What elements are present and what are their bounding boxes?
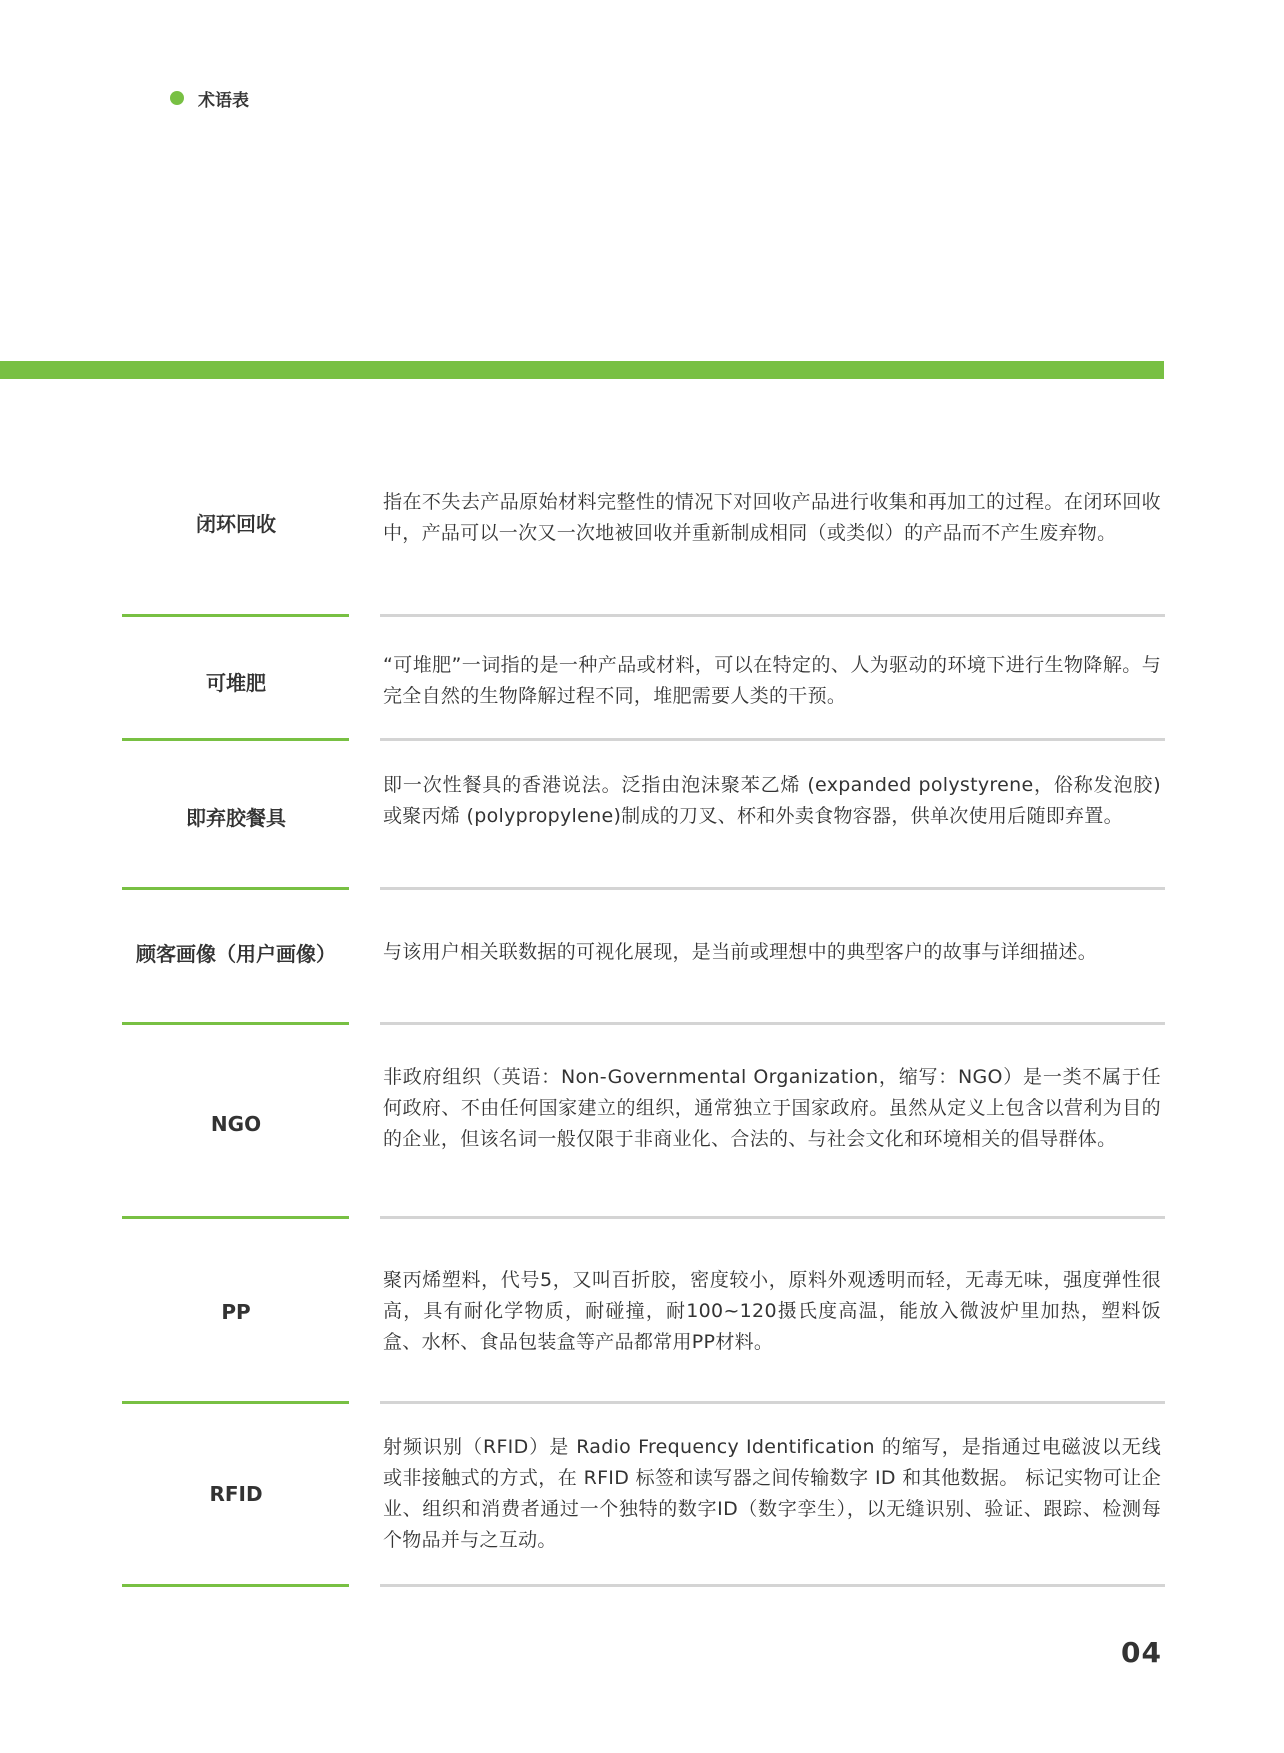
- definition-divider: [380, 614, 1165, 617]
- definition-divider: [380, 1216, 1165, 1219]
- term-divider: [122, 1401, 349, 1404]
- glossary-term: RFID: [209, 1482, 263, 1506]
- glossary-definition: 非政府组织（英语：Non-Governmental Organization，缩写：NGO）是一类不属于任何政府、不由任何国家建立的组织，通常独立于国家政府。虽然从定义上包含以营利为目的的企业，但该名词一般仅限于非商业化、合法的、与社会文化和环境相关的倡导群体。: [383, 1066, 1161, 1150]
- glossary-definition: 射频识别（RFID）是 Radio Frequency Identification 的缩写，是指通过电磁波以无线或非接触式的方式，在 RFID 标签和读写器之间传输数字 ID 和其他数据。 标记实物可让企业、组织和消费者通过一个独特的数字ID（数字孪生），以无缝识别、验证、跟踪、检测每个物品并与之互动。: [383, 1436, 1161, 1551]
- glossary-definition: 聚丙烯塑料，代号5，又叫百折胶，密度较小，原料外观透明而轻，无毒无味，强度弹性很高，具有耐化学物质，耐碰撞，耐100~120摄氏度高温，能放入微波炉里加热，塑料饭盒、水杯、食品包装盒等产品都常用PP材料。: [383, 1269, 1161, 1353]
- glossary-term: 闭环回收: [196, 511, 276, 536]
- definition-divider: [380, 1584, 1165, 1587]
- header-divider-band: [0, 361, 1164, 379]
- term-divider: [122, 738, 349, 741]
- glossary-definition: 即一次性餐具的香港说法。泛指由泡沫聚苯乙烯 (expanded polystyrene，俗称发泡胶)或聚丙烯 (polypropylene)制成的刀叉、杯和外卖食物容器，供单次使用后随即弃置。: [383, 774, 1161, 827]
- glossary-term: 即弃胶餐具: [186, 806, 286, 830]
- term-divider: [122, 887, 349, 890]
- glossary-definition: “可堆肥”一词指的是一种产品或材料，可以在特定的、人为驱动的环境下进行生物降解。与完全自然的生物降解过程不同，堆肥需要人类的干预。: [383, 654, 1161, 707]
- glossary-definition: 指在不失去产品原始材料完整性的情况下对回收产品进行收集和再加工的过程。在闭环回收中，产品可以一次又一次地被回收并重新制成相同（或类似）的产品而不产生废弃物。: [383, 491, 1161, 544]
- glossary-term: PP: [221, 1299, 251, 1324]
- glossary-term: 可堆肥: [206, 670, 266, 695]
- definition-divider: [380, 738, 1165, 741]
- section-header: [170, 86, 249, 110]
- glossary-definition: 与该用户相关联数据的可视化展现，是当前或理想中的典型客户的故事与详细描述。: [383, 941, 1098, 963]
- term-divider: [122, 1584, 349, 1587]
- glossary-term: NGO: [210, 1112, 262, 1136]
- bullet-dot-icon: [170, 91, 184, 105]
- term-divider: [122, 1216, 349, 1219]
- term-divider: [122, 1022, 349, 1025]
- section-title: 术语表: [198, 90, 249, 111]
- definition-divider: [380, 1022, 1165, 1025]
- page-number: 04: [1121, 1636, 1162, 1669]
- definition-divider: [380, 887, 1165, 890]
- term-divider: [122, 614, 349, 617]
- definition-divider: [380, 1401, 1165, 1404]
- glossary-term: 顾客画像（用户画像）: [136, 942, 336, 966]
